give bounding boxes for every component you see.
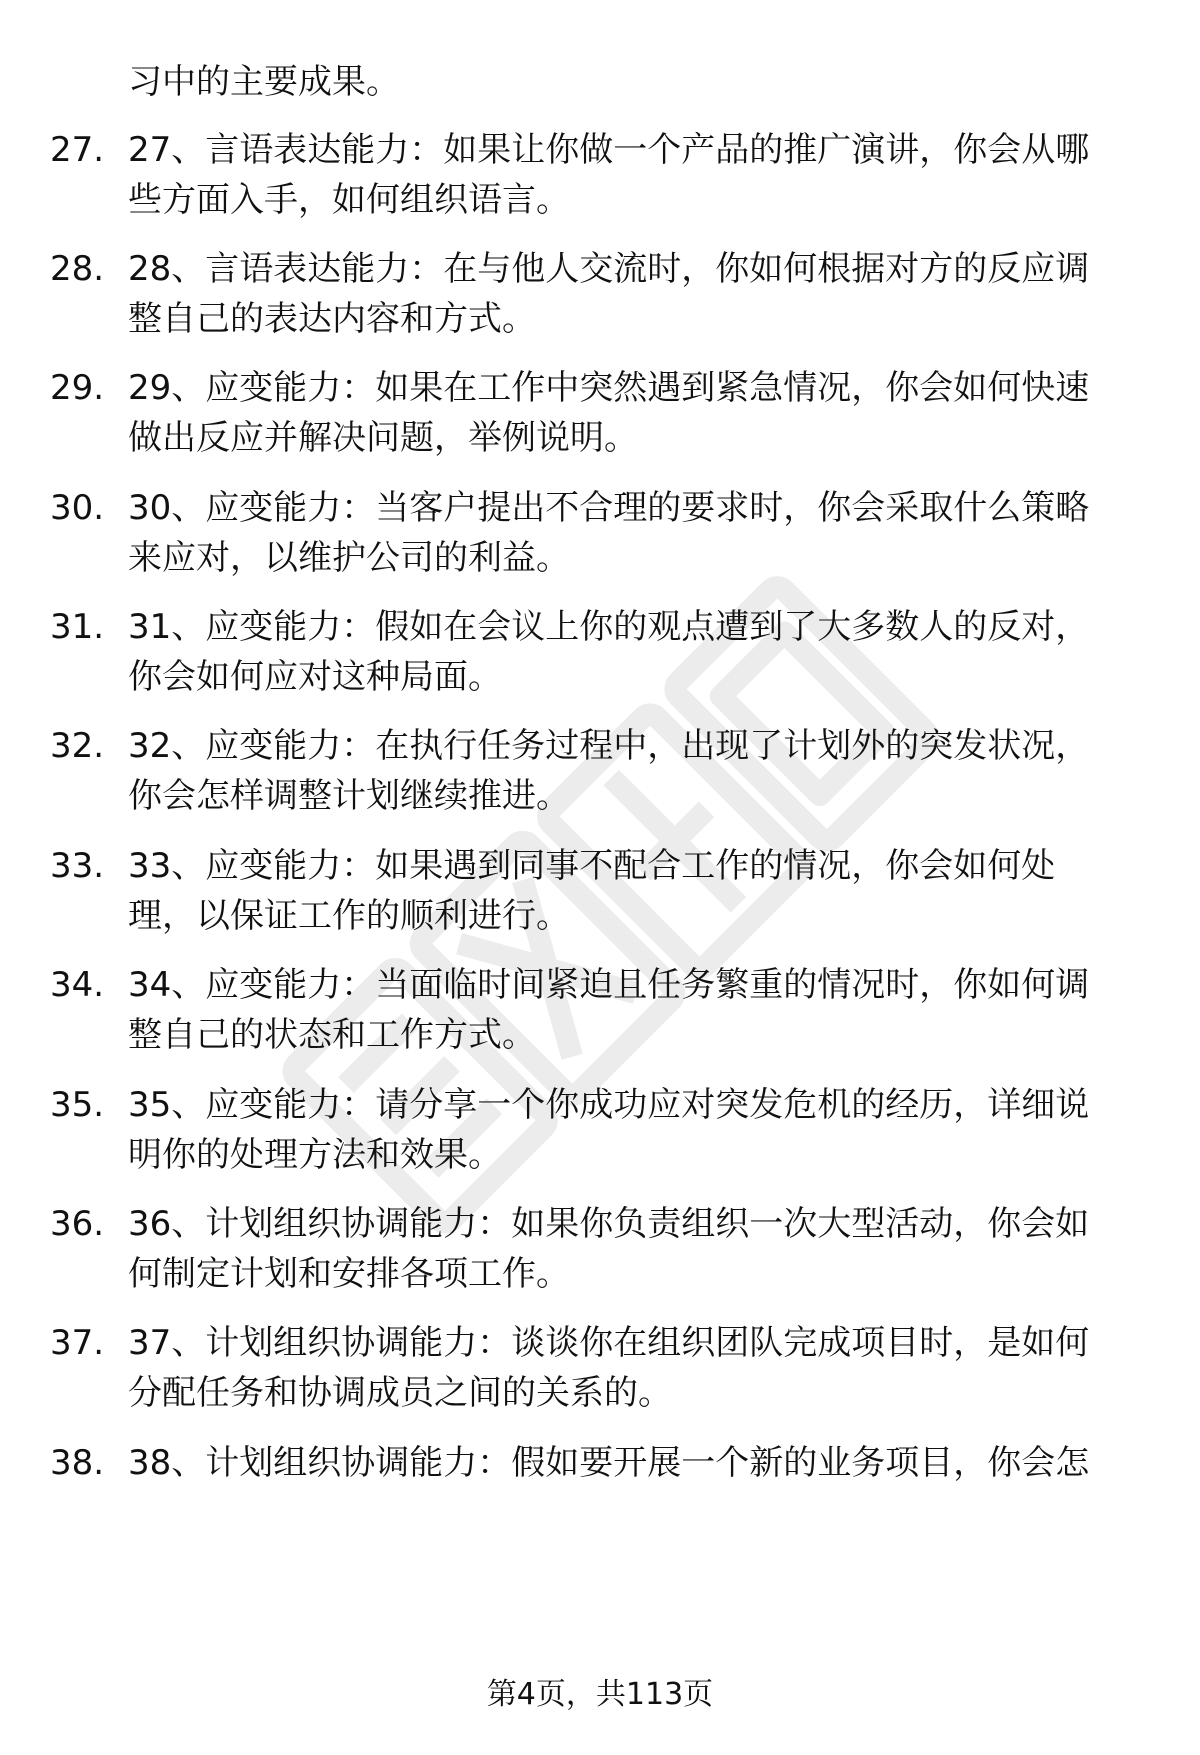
- list-item: [0, 363, 1200, 463]
- list-item-text: [128, 1199, 1158, 1299]
- list-item: [0, 841, 1200, 941]
- list-item-line: 你会如何应对这种局面。: [128, 657, 502, 697]
- list-item-number: 34.: [50, 965, 105, 1005]
- list-item: [0, 125, 1200, 225]
- list-item: [0, 721, 1200, 821]
- list-item-text: [128, 125, 1158, 225]
- list-item-number: 37.: [50, 1323, 105, 1363]
- list-item: [0, 602, 1200, 702]
- list-item-number: 27.: [50, 130, 105, 170]
- page-footer: 第4页，共113页: [486, 1677, 714, 1712]
- list-item-line: 27、言语表达能力：如果让你做一个产品的推广演讲，你会从哪: [128, 130, 1090, 170]
- list-item-line: 来应对，以维护公司的利益。: [128, 538, 570, 578]
- list-item-line: 32、应变能力：在执行任务过程中，出现了计划外的突发状况，: [128, 726, 1090, 766]
- list-item-text: [128, 244, 1158, 344]
- list-item-line: 明你的处理方法和效果。: [128, 1135, 502, 1175]
- list-item-text: [128, 1318, 1158, 1418]
- list-item-line: 整自己的表达内容和方式。: [128, 299, 536, 339]
- list-item-line: 29、应变能力：如果在工作中突然遇到紧急情况，你会如何快速: [128, 368, 1090, 408]
- list-item-line: 33、应变能力：如果遇到同事不配合工作的情况，你会如何处: [128, 846, 1056, 886]
- list-item-number: 30.: [50, 488, 105, 528]
- list-item-number: 36.: [50, 1204, 105, 1244]
- list-item-line: 分配任务和协调成员之间的关系的。: [128, 1373, 672, 1413]
- list-item-text: [128, 363, 1158, 463]
- list-item: [0, 960, 1200, 1060]
- list-item-line: 何制定计划和安排各项工作。: [128, 1254, 570, 1294]
- list-item-number: 38.: [50, 1443, 105, 1483]
- list-item-line: 34、应变能力：当面临时间紧迫且任务繁重的情况时，你如何调: [128, 965, 1090, 1005]
- list-item: [0, 244, 1200, 344]
- list-item-line: 35、应变能力：请分享一个你成功应对突发危机的经历，详细说: [128, 1085, 1090, 1125]
- list-item-line: 30、应变能力：当客户提出不合理的要求时，你会采取什么策略: [128, 488, 1090, 528]
- list-item-line: 36、计划组织协调能力：如果你负责组织一次大型活动，你会如: [128, 1204, 1090, 1244]
- list-item-number: 35.: [50, 1085, 105, 1125]
- list-item-line: 整自己的状态和工作方式。: [128, 1015, 536, 1055]
- list-item-text: [128, 483, 1158, 583]
- list-item-number: 32.: [50, 726, 105, 766]
- list-item-number: 28.: [50, 249, 105, 289]
- list-item: [0, 483, 1200, 583]
- list-item-line: 些方面入手，如何组织语言。: [128, 180, 570, 220]
- list-item-line: 31、应变能力：假如在会议上你的观点遭到了大多数人的反对，: [128, 607, 1090, 647]
- list-item-line: 做出反应并解决问题，举例说明。: [128, 418, 638, 458]
- list-item-line: 38、计划组织协调能力：假如要开展一个新的业务项目，你会怎: [128, 1443, 1090, 1483]
- list-item: [0, 1438, 1200, 1538]
- list-item-text: [128, 1438, 1158, 1488]
- list-item-text: [128, 721, 1158, 821]
- list-item-number: 31.: [50, 607, 105, 647]
- list-item-text: [128, 841, 1158, 941]
- list-item-number: 29.: [50, 368, 105, 408]
- list-item: [0, 1318, 1200, 1418]
- list-item: [0, 1080, 1200, 1180]
- continuation-line: 习中的主要成果。: [128, 62, 400, 102]
- list-item-line: 28、言语表达能力：在与他人交流时，你如何根据对方的反应调: [128, 249, 1090, 289]
- list-item-line: 37、计划组织协调能力：谈谈你在组织团队完成项目时，是如何: [128, 1323, 1090, 1363]
- list-item-text: [128, 960, 1158, 1060]
- list-item: [0, 1199, 1200, 1299]
- list-item-line: 你会怎样调整计划继续推进。: [128, 776, 570, 816]
- list-item-text: [128, 602, 1158, 702]
- list-item-text: [128, 1080, 1158, 1180]
- list-item-line: 理，以保证工作的顺利进行。: [128, 896, 570, 936]
- list-item-number: 33.: [50, 846, 105, 886]
